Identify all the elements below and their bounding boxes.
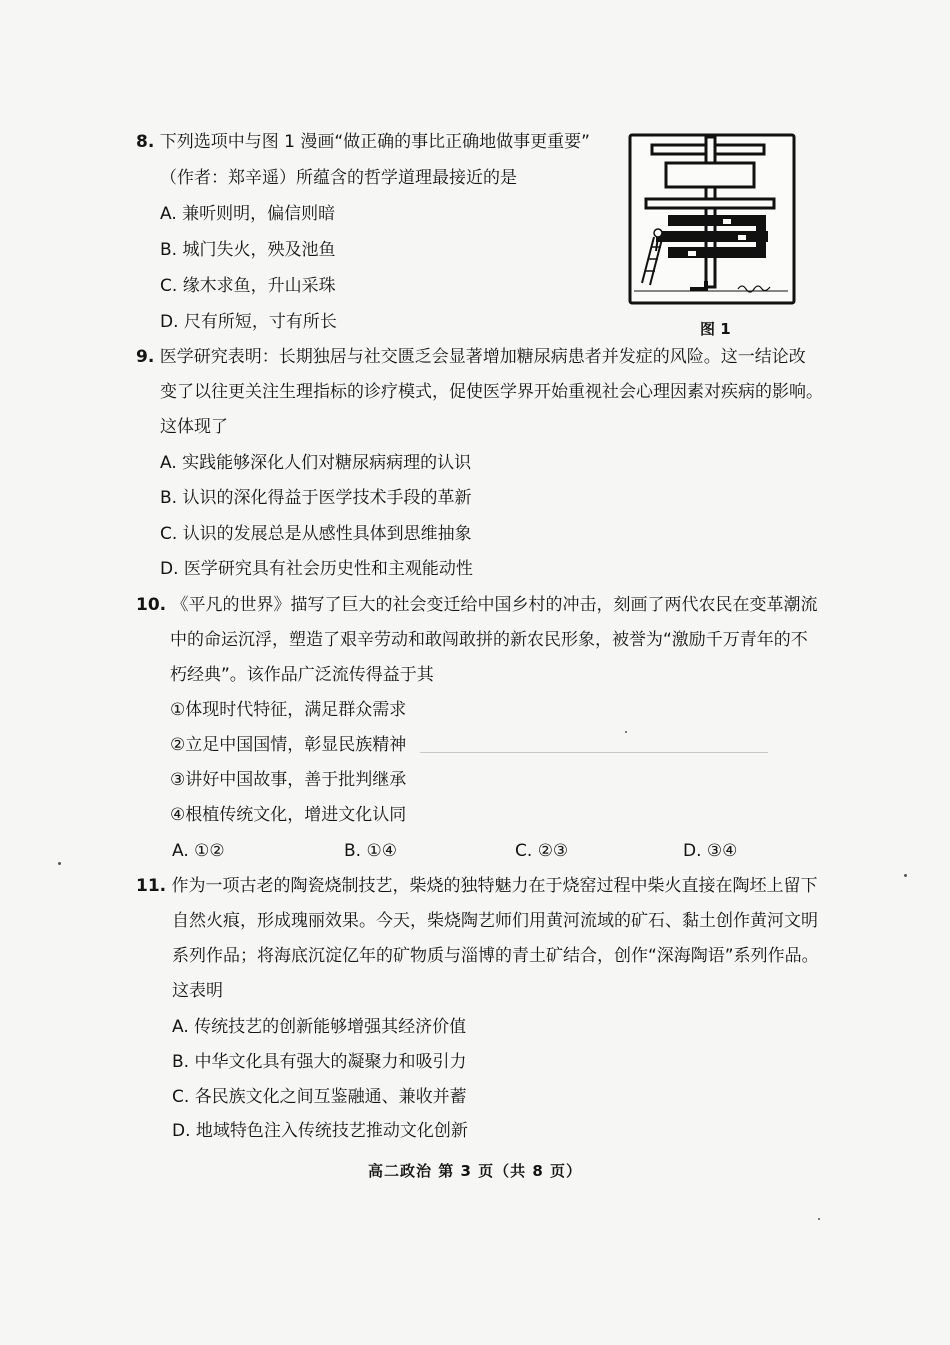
q8-option-text: 尺有所短，寸有所长 — [183, 312, 337, 332]
q11-option-text: 各民族文化之间互鉴融通、兼收并蓄 — [194, 1087, 467, 1107]
scan-speck — [818, 1218, 820, 1220]
q9-option-letter: D. — [160, 559, 179, 579]
q8-option-c — [160, 275, 336, 297]
page-footer: 高二政治 第 3 页（共 8 页） — [368, 1162, 582, 1180]
q10-stem-text1: 《平凡的世界》描写了巨大的社会变迁给中国乡村的冲击，刻画了两代农民在变革潮流 — [171, 595, 818, 615]
q10-choice-b — [344, 840, 397, 862]
q10-stem-line1 — [136, 594, 818, 616]
q11-option-letter: C. — [172, 1087, 190, 1107]
q8-stem-text1: 下列选项中与图 1 漫画“做正确的事比正确地做事更重要” — [159, 132, 590, 152]
q11-stem-line4: 这表明 — [172, 981, 223, 1001]
q9-option-text: 实践能够深化人们对糖尿病病理的认识 — [182, 453, 472, 473]
q9-stem-line2: 变了以往更关注生理指标的诊疗模式，促使医学界开始重视社会心理因素对疾病的影响。 — [160, 382, 823, 402]
q9-stem-line1 — [136, 346, 806, 368]
q8-option-letter: C. — [160, 276, 178, 296]
q8-option-text: 兼听则明，偏信则暗 — [182, 204, 336, 224]
q8-stem-line2: （作者：郑辛遥）所蕴含的哲学道理最接近的是 — [160, 168, 517, 188]
q11-stem-line3: 系列作品；将海底沉淀亿年的矿物质与淄博的青土矿结合，创作“深海陶语”系列作品。 — [172, 946, 819, 966]
q9-option-text: 认识的发展总是从感性具体到思维抽象 — [182, 524, 472, 544]
q10-choice-letter: A. — [172, 841, 189, 861]
q11-number: 11. — [136, 876, 167, 896]
q10-choice-text: ③④ — [706, 841, 738, 861]
q10-statement-2: ②立足中国国情，彰显民族精神 — [170, 735, 407, 755]
q10-choice-c — [515, 840, 568, 862]
q11-option-d — [172, 1120, 468, 1142]
q11-stem-line1 — [136, 875, 818, 897]
scan-speck — [625, 731, 627, 733]
q11-option-letter: D. — [172, 1121, 191, 1141]
q11-option-c — [172, 1086, 467, 1108]
q9-option-text: 认识的深化得益于医学技术手段的革新 — [182, 488, 472, 508]
q8-option-d — [160, 311, 337, 333]
q10-statement-3: ③讲好中国故事，善于批判继承 — [170, 770, 407, 790]
q10-choice-text: ①④ — [366, 841, 397, 861]
q8-option-text: 缘木求鱼，升山采珠 — [182, 276, 336, 296]
figure-caption: 图 1 — [700, 320, 731, 338]
q10-stem-line3: 朽经典”。该作品广泛流传得益于其 — [170, 665, 434, 685]
q10-choice-text: ①② — [194, 841, 225, 861]
q11-stem-line2: 自然火痕，形成瑰丽效果。今天，柴烧陶艺师们用黄河流域的矿石、黏土创作黄河文明 — [172, 911, 818, 931]
q11-option-b — [172, 1051, 466, 1073]
q11-option-a — [172, 1016, 466, 1038]
scan-speck — [58, 862, 61, 865]
q10-stem-line2: 中的命运沉浮，塑造了艰辛劳动和敢闯敢拼的新农民形象，被誉为“激励千万青年的不 — [170, 630, 808, 650]
q10-choice-d — [683, 840, 737, 862]
q8-option-letter: A. — [160, 204, 177, 224]
q10-choice-a — [172, 840, 225, 862]
faint-underline — [420, 752, 768, 753]
q9-option-letter: A. — [160, 453, 177, 473]
q8-option-b — [160, 239, 335, 261]
q9-option-b — [160, 487, 471, 509]
q9-option-c — [160, 523, 472, 545]
q9-option-text: 医学研究具有社会历史性和主观能动性 — [183, 559, 473, 579]
q10-choice-letter: C. — [515, 841, 533, 861]
q11-option-text: 中华文化具有强大的凝聚力和吸引力 — [194, 1052, 467, 1072]
q10-statement-1: ①体现时代特征，满足群众需求 — [170, 700, 407, 720]
q9-stem-line3: 这体现了 — [160, 417, 228, 437]
q10-number: 10. — [136, 595, 167, 615]
q8-option-text: 城门失火，殃及池鱼 — [182, 240, 336, 260]
q9-option-letter: C. — [160, 524, 178, 544]
q11-option-text: 地域特色注入传统技艺推动文化创新 — [195, 1121, 468, 1141]
q9-option-letter: B. — [160, 488, 178, 508]
q9-stem-text1: 医学研究表明：长期独居与社交匮乏会显著增加糖尿病患者并发症的风险。这一结论改 — [159, 347, 806, 367]
q8-option-letter: B. — [160, 240, 178, 260]
q11-option-letter: B. — [172, 1052, 190, 1072]
q11-stem-text1: 作为一项古老的陶瓷烧制技艺，柴烧的独特魅力在于烧窑过程中柴火直接在陶坯上留下 — [171, 876, 818, 896]
q8-option-letter: D. — [160, 312, 179, 332]
q10-choice-letter: D. — [683, 841, 702, 861]
q9-number: 9. — [136, 347, 155, 367]
q11-option-text: 传统技艺的创新能够增强其经济价值 — [194, 1017, 467, 1037]
q10-statement-4: ④根植传统文化，增进文化认同 — [170, 805, 407, 825]
q8-number: 8. — [136, 132, 155, 152]
q10-choice-letter: B. — [344, 841, 362, 861]
q10-choice-text: ②③ — [537, 841, 569, 861]
q11-option-letter: A. — [172, 1017, 189, 1037]
cartoon-figure — [628, 133, 796, 305]
q9-option-a — [160, 452, 471, 474]
q9-option-d — [160, 558, 473, 580]
scan-speck — [904, 874, 907, 877]
q8-option-a — [160, 203, 335, 225]
q8-stem-line1 — [136, 131, 590, 153]
